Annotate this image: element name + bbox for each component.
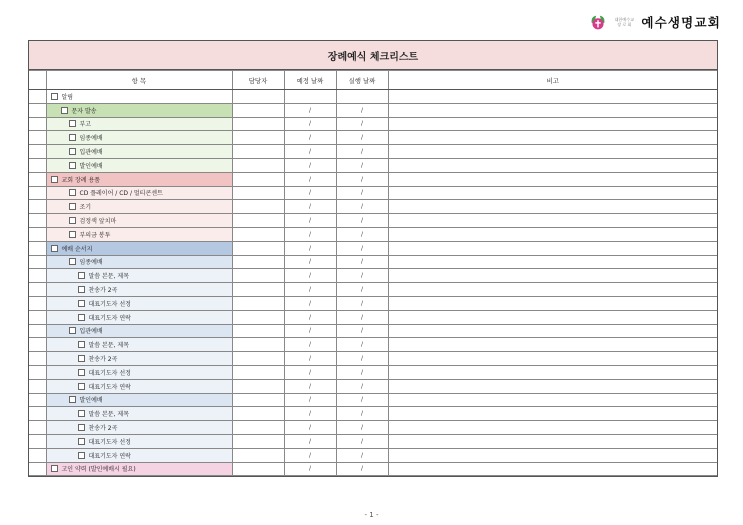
note-cell[interactable] [388,338,717,352]
owner-cell[interactable] [232,407,284,421]
plan-date-cell[interactable]: / [284,448,336,462]
table-row [29,241,717,255]
done-date-cell[interactable]: / [336,241,388,255]
item-label: 대표기도자 연락 [88,452,131,460]
done-date-cell[interactable]: / [336,269,388,283]
row-gutter [29,145,46,159]
item-cell [46,186,232,200]
checkbox-icon[interactable] [51,465,58,472]
table-row [29,352,717,366]
plan-date-cell[interactable]: / [284,172,336,186]
item-label: 알림 [61,93,74,101]
checkbox-icon[interactable] [51,176,58,183]
owner-cell[interactable] [232,103,284,117]
done-date-cell[interactable]: / [336,227,388,241]
owner-cell[interactable] [232,255,284,269]
row-gutter [29,407,46,421]
item-cell [46,172,232,186]
row-gutter [29,227,46,241]
note-cell[interactable] [388,227,717,241]
item-label: 문자 발송 [71,107,97,115]
plan-date-cell[interactable]: / [284,186,336,200]
plan-date-cell[interactable]: / [284,421,336,435]
done-date-cell[interactable]: / [336,462,388,476]
owner-cell[interactable] [232,90,284,104]
note-cell[interactable] [388,90,717,104]
table-row [29,310,717,324]
note-cell[interactable] [388,421,717,435]
item-cell [46,393,232,407]
row-gutter [29,365,46,379]
item-cell [46,103,232,117]
done-date-cell[interactable]: / [336,255,388,269]
col-header-done-date: 실행 날짜 [336,71,388,90]
item-label: 발인예배 [79,397,103,405]
owner-cell[interactable] [232,131,284,145]
plan-date-cell[interactable]: / [284,269,336,283]
row-gutter [29,269,46,283]
item-cell [46,338,232,352]
row-gutter [29,296,46,310]
item-cell [46,448,232,462]
table-row [29,393,717,407]
row-gutter [29,421,46,435]
checkbox-icon[interactable] [69,203,76,210]
row-gutter [29,462,46,476]
note-cell[interactable] [388,158,717,172]
owner-cell[interactable] [232,379,284,393]
note-cell[interactable] [388,448,717,462]
item-label: 대표기도자 선정 [88,300,131,308]
done-date-cell[interactable]: / [336,200,388,214]
row-gutter [29,90,46,104]
row-gutter [29,186,46,200]
owner-cell[interactable] [232,200,284,214]
checkbox-icon[interactable] [78,438,85,445]
row-gutter [29,131,46,145]
logo-denomination-line1: 대한예수교 [614,17,634,22]
row-gutter [29,352,46,366]
note-cell[interactable] [388,269,717,283]
checkbox-icon[interactable] [51,245,58,252]
item-cell [46,200,232,214]
item-cell [46,462,232,476]
checkbox-icon[interactable] [69,120,76,127]
logo-denomination-line2: 장 로 회 [617,22,632,27]
owner-cell[interactable] [232,338,284,352]
row-gutter [29,158,46,172]
done-date-cell[interactable]: / [336,365,388,379]
done-date-cell[interactable]: / [336,448,388,462]
done-date-cell[interactable]: / [336,421,388,435]
done-date-cell[interactable]: / [336,283,388,297]
row-gutter [29,103,46,117]
plan-date-cell[interactable] [284,90,336,104]
item-cell [46,145,232,159]
note-cell[interactable] [388,310,717,324]
checkbox-icon[interactable] [78,410,85,417]
owner-cell[interactable] [232,352,284,366]
item-label: 부의금 봉투 [79,231,111,239]
col-header-item: 항 목 [46,71,232,90]
item-label: 입관예배 [79,328,103,336]
owner-cell[interactable] [232,158,284,172]
item-cell [46,255,232,269]
item-cell [46,310,232,324]
item-cell [46,90,232,104]
checkbox-icon[interactable] [69,231,76,238]
owner-cell[interactable] [232,145,284,159]
table-row [29,407,717,421]
done-date-cell[interactable]: / [336,186,388,200]
plan-date-cell[interactable]: / [284,324,336,338]
owner-cell[interactable] [232,421,284,435]
table-row [29,324,717,338]
table-row [29,434,717,448]
table-row [29,227,717,241]
done-date-cell[interactable]: / [336,407,388,421]
checkbox-icon[interactable] [69,148,76,155]
note-cell[interactable] [388,255,717,269]
col-header-owner: 담당자 [232,71,284,90]
row-gutter [29,200,46,214]
table-row [29,200,717,214]
owner-cell[interactable] [232,365,284,379]
row-gutter [29,241,46,255]
checkbox-icon[interactable] [78,355,85,362]
owner-cell[interactable] [232,434,284,448]
gutter-header [29,71,46,90]
item-label: CD 플레이어 / CD / 멀티콘센트 [79,190,163,198]
page-number: - 1 - [364,511,379,519]
table-header-row [29,71,717,90]
plan-date-cell[interactable]: / [284,296,336,310]
owner-cell[interactable] [232,448,284,462]
checkbox-icon[interactable] [78,424,85,431]
owner-cell[interactable] [232,393,284,407]
plan-date-cell[interactable]: / [284,379,336,393]
checkbox-icon[interactable] [78,300,85,307]
table-row [29,90,717,104]
done-date-cell[interactable]: / [336,117,388,131]
checkbox-icon[interactable] [78,341,85,348]
done-date-cell[interactable]: / [336,158,388,172]
owner-cell[interactable] [232,269,284,283]
done-date-cell[interactable]: / [336,296,388,310]
note-cell[interactable] [388,241,717,255]
item-label: 대표기도자 선정 [88,438,131,446]
plan-date-cell[interactable]: / [284,462,336,476]
note-cell[interactable] [388,407,717,421]
table-row [29,283,717,297]
item-label: 대표기도자 연락 [88,314,131,322]
plan-date-cell[interactable]: / [284,103,336,117]
table-row [29,338,717,352]
note-cell[interactable] [388,172,717,186]
owner-cell[interactable] [232,227,284,241]
item-cell [46,365,232,379]
done-date-cell[interactable] [336,90,388,104]
plan-date-cell[interactable]: / [284,338,336,352]
table-row [29,269,717,283]
done-date-cell[interactable]: / [336,145,388,159]
col-header-plan-date: 예정 날짜 [284,71,336,90]
table-row [29,145,717,159]
plan-date-cell[interactable]: / [284,145,336,159]
item-cell [46,269,232,283]
item-label: 임종예배 [79,135,103,143]
item-cell [46,379,232,393]
done-date-cell[interactable]: / [336,379,388,393]
plan-date-cell[interactable]: / [284,200,336,214]
church-emblem-icon [589,13,607,31]
checkbox-icon[interactable] [69,396,76,403]
done-date-cell[interactable]: / [336,214,388,228]
note-cell[interactable] [388,145,717,159]
item-cell [46,131,232,145]
note-cell[interactable] [388,296,717,310]
plan-date-cell[interactable]: / [284,283,336,297]
item-label: 부고 [79,121,92,129]
item-cell [46,214,232,228]
row-gutter [29,324,46,338]
done-date-cell[interactable]: / [336,324,388,338]
plan-date-cell[interactable]: / [284,393,336,407]
plan-date-cell[interactable]: / [284,131,336,145]
plan-date-cell[interactable]: / [284,434,336,448]
table-row [29,158,717,172]
note-cell[interactable] [388,393,717,407]
note-cell[interactable] [388,283,717,297]
note-cell[interactable] [388,379,717,393]
plan-date-cell[interactable]: / [284,117,336,131]
item-label: 찬송가 2곡 [88,287,118,295]
row-gutter [29,172,46,186]
done-date-cell[interactable]: / [336,434,388,448]
checkbox-icon[interactable] [69,217,76,224]
note-cell[interactable] [388,117,717,131]
table-row [29,462,717,476]
done-date-cell[interactable]: / [336,131,388,145]
document-title: 장례예식 체크리스트 [29,41,717,70]
table-row [29,117,717,131]
item-label: 발인예배 [79,162,103,170]
owner-cell[interactable] [232,214,284,228]
owner-cell[interactable] [232,186,284,200]
item-label: 대표기도자 선정 [88,369,131,377]
row-gutter [29,117,46,131]
done-date-cell[interactable]: / [336,393,388,407]
table-row [29,255,717,269]
item-label: 말씀 본문, 제목 [88,411,129,419]
item-label: 찬송가 2곡 [88,425,118,433]
church-logo [589,12,721,32]
plan-date-cell[interactable]: / [284,352,336,366]
item-label: 조기 [79,204,92,212]
checkbox-icon[interactable] [69,327,76,334]
item-cell [46,227,232,241]
done-date-cell[interactable]: / [336,172,388,186]
col-header-note: 비고 [388,71,717,90]
item-label: 대표기도자 연락 [88,383,131,391]
note-cell[interactable] [388,103,717,117]
item-cell [46,158,232,172]
table-row [29,448,717,462]
item-cell [46,241,232,255]
item-label: 임종예배 [79,259,103,267]
item-label: 말씀 본문, 제목 [88,342,129,350]
table-row [29,421,717,435]
item-cell [46,283,232,297]
note-cell[interactable] [388,186,717,200]
owner-cell[interactable] [232,117,284,131]
plan-date-cell[interactable]: / [284,365,336,379]
item-cell [46,434,232,448]
checkbox-icon[interactable] [78,383,85,390]
row-gutter [29,434,46,448]
row-gutter [29,338,46,352]
table-row [29,131,717,145]
plan-date-cell[interactable]: / [284,227,336,241]
owner-cell[interactable] [232,172,284,186]
table-row [29,365,717,379]
plan-date-cell[interactable]: / [284,407,336,421]
plan-date-cell[interactable]: / [284,255,336,269]
item-cell [46,421,232,435]
plan-date-cell[interactable]: / [284,214,336,228]
checkbox-icon[interactable] [69,189,76,196]
checklist-rows [29,90,717,476]
row-gutter [29,448,46,462]
table-row [29,379,717,393]
item-label: 말씀 본문, 제목 [88,273,129,281]
checkbox-icon[interactable] [69,162,76,169]
row-gutter [29,379,46,393]
plan-date-cell[interactable]: / [284,241,336,255]
item-label: 검정색 앞치마 [79,218,117,226]
checkbox-icon[interactable] [78,452,85,459]
checkbox-icon[interactable] [51,93,58,100]
table-row [29,186,717,200]
table-row [29,103,717,117]
item-label: 찬송가 2곡 [88,356,118,364]
checkbox-icon[interactable] [78,369,85,376]
item-cell [46,296,232,310]
row-gutter [29,255,46,269]
owner-cell[interactable] [232,241,284,255]
item-label: 예배 순서지 [61,245,93,253]
checkbox-icon[interactable] [78,286,85,293]
owner-cell[interactable] [232,310,284,324]
item-cell [46,352,232,366]
checkbox-icon[interactable] [61,107,68,114]
done-date-cell[interactable]: / [336,352,388,366]
item-cell [46,407,232,421]
note-cell[interactable] [388,131,717,145]
note-cell[interactable] [388,200,717,214]
note-cell[interactable] [388,214,717,228]
church-name: 예수생명교회 [641,15,721,30]
checkbox-icon[interactable] [69,258,76,265]
item-label: 교회 장례 용품 [61,176,101,184]
owner-cell[interactable] [232,296,284,310]
note-cell[interactable] [388,324,717,338]
owner-cell[interactable] [232,283,284,297]
owner-cell[interactable] [232,462,284,476]
table-row [29,214,717,228]
done-date-cell[interactable]: / [336,310,388,324]
done-date-cell[interactable]: / [336,103,388,117]
owner-cell[interactable] [232,324,284,338]
checkbox-icon[interactable] [78,272,85,279]
note-cell[interactable] [388,352,717,366]
item-cell [46,324,232,338]
note-cell[interactable] [388,434,717,448]
row-gutter [29,310,46,324]
logo-denomination [611,17,637,27]
row-gutter [29,393,46,407]
checkbox-icon[interactable] [78,314,85,321]
row-gutter [29,214,46,228]
table-row [29,172,717,186]
note-cell[interactable] [388,462,717,476]
note-cell[interactable] [388,365,717,379]
checklist-table [29,70,717,476]
checklist-sheet [28,40,718,477]
plan-date-cell[interactable]: / [284,158,336,172]
item-label: 입관예배 [79,149,103,157]
item-label: 고인 약력 (발인예배시 필요) [61,466,136,474]
done-date-cell[interactable]: / [336,338,388,352]
row-gutter [29,283,46,297]
plan-date-cell[interactable]: / [284,310,336,324]
table-row [29,296,717,310]
checkbox-icon[interactable] [69,134,76,141]
item-cell [46,117,232,131]
